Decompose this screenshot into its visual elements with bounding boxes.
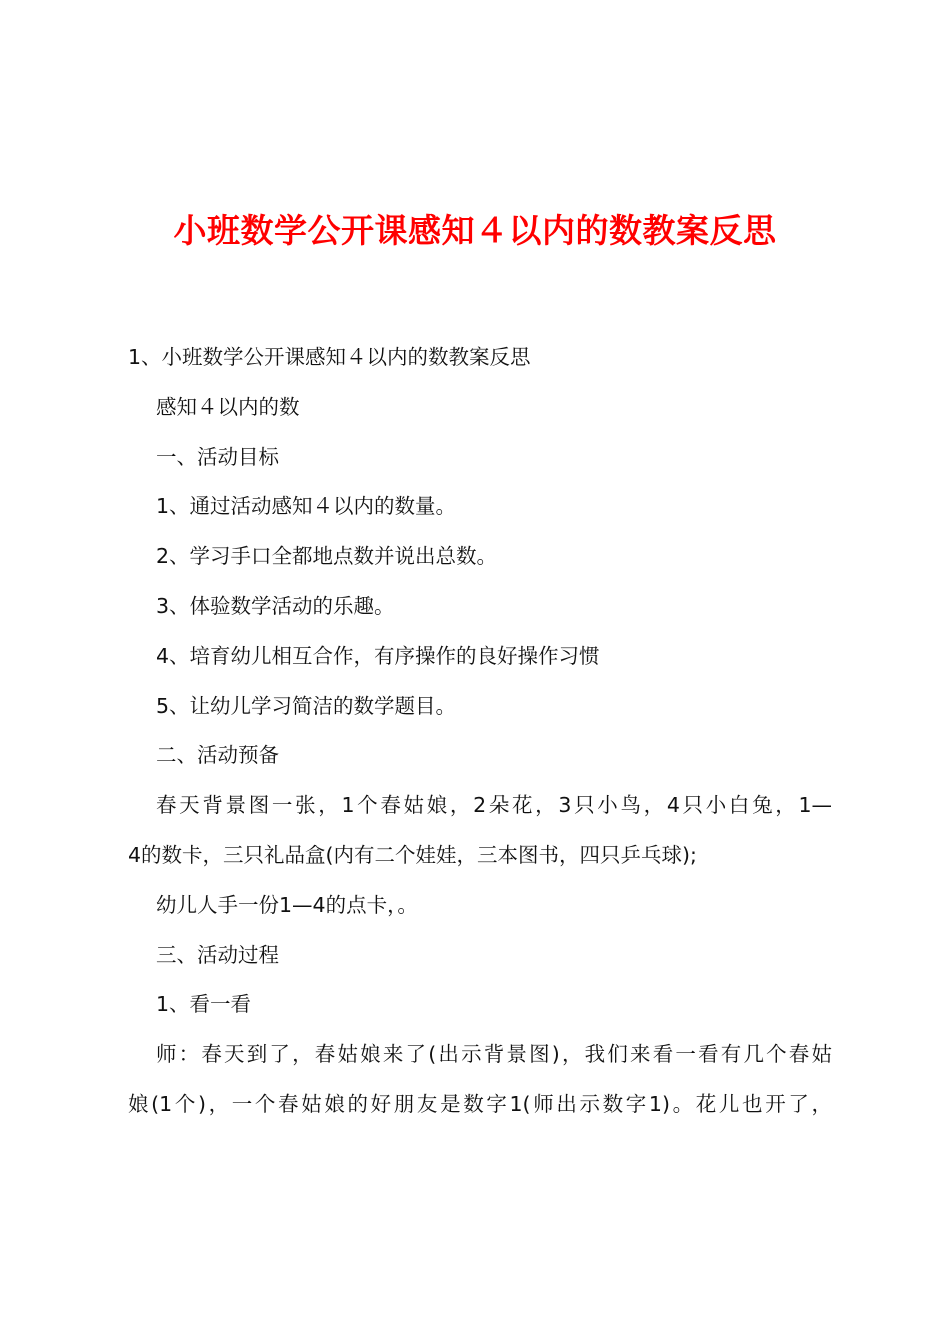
paragraph-subtitle: 感知４以内的数 [156,394,300,419]
goal-item: 1、通过活动感知４以内的数量。 [156,494,457,519]
goal-item: 4、培育幼儿相互合作，有序操作的良好操作习惯 [156,643,600,668]
paragraph-heading: 1、小班数学公开课感知４以内的数教案反思 [128,345,531,369]
document-body [128,333,832,1130]
document-title: 小班数学公开课感知４以内的数教案反思 [173,211,777,250]
paragraph-line: 师：春天到了，春姑娘来了(出示背景图)，我们来看一看有几个春姑 [156,1042,832,1067]
section-heading-goals: 一、活动目标 [156,444,279,469]
section-heading-process: 三、活动过程 [156,942,279,967]
paragraph-line: 4的数卡，三只礼品盒(内有二个娃娃，三本图书，四只乒乓球); [128,842,697,867]
paragraph-line: 春天背景图一张，1个春姑娘，2朵花，3只小鸟，4只小白兔，1— [156,793,832,818]
section-heading-preparation: 二、活动预备 [156,743,279,768]
goal-item: 3、体验数学活动的乐趣。 [156,593,395,618]
goal-item: 2、学习手口全都地点数并说出总数。 [156,544,498,569]
goal-item: 5、让幼儿学习简洁的数学题目。 [156,693,457,718]
paragraph-line: 幼儿人手一份1—4的点卡，。 [156,892,418,917]
step-heading: 1、看一看 [156,992,252,1017]
paragraph-line: 娘(1个)，一个春姑娘的好朋友是数字1(师出示数字1)。花儿也开了， [128,1091,832,1116]
